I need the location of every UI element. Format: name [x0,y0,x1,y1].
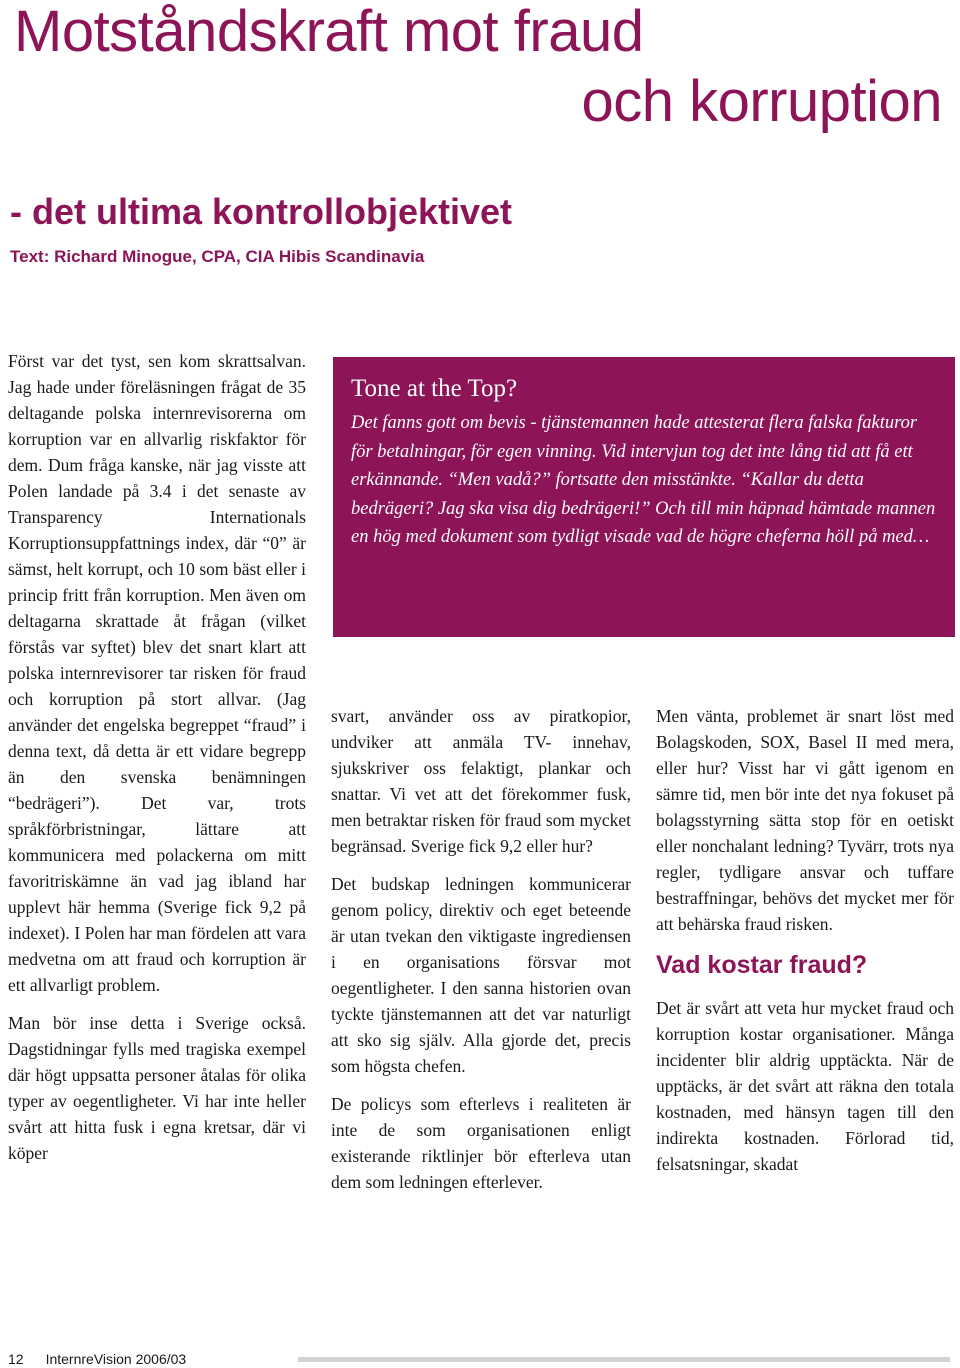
column2-paragraph-2: Det budskap ledningen kommunicerar genom policy, direktiv och eget beteende är utan tvekan den viktigaste ingrediensen i en organisations försvar mot oegentligheter. I den sanna historien ovan tyckte tjänstemannen att det var naturligt att sko sig själv. Alla gjorde det, precis som högsta chefen. [331,874,631,1076]
section-heading-vad-kostar-fraud: Vad kostar fraud? [656,951,868,979]
column2-paragraph-1: svart, använder oss av piratkopior, undviker att anmäla TV- innehav, sjukskriver oss felaktigt, plankar och snattar. Vi vet att det förekommer fusk, men betraktar risken för fraud som mycket begränsad. Sverige fick 9,2 eller hur? [331,706,631,856]
box-text: Det fanns gott om bevis - tjänstemannen hade attesterat flera falska fakturor för betalningar, för egen vinning. Vid intervjun tog det inte lång tid att få ett erkännande. “Men vadå?” fortsatte den misstänkte. “Kallar du detta bedrägeri? Jag ska visa dig bedrägeri!” Och till min häpnad hämtade mannen en hög med dokument som tydligt visade vad de högre cheferna höll på med… [351,413,936,547]
page-number: 12 [8,1351,24,1367]
text-column-1 [8,348,306,1178]
article-title-line-2: och korruption [581,69,942,134]
column1-paragraph-1: Först var det tyst, sen kom skrattsalvan. Jag hade under föreläsningen frågat de 35 deltagande polska internrevisorerna om korruption var en allvarlig riskfaktor för dem. Dum fråga kanske, när jag visste att Polen landade på 3.4 i det senaste av Transparency Internationals Korruptionsuppfattnings index, där “0” är sämst, helt korrupt, och 10 som bäst eller i princip fritt från korruption. Men även om deltagarna skrattade åt frågan (vilket förstås var syftet) blev det snart klart att polska internrevisorer tar risken för fraud och korruption på stort allvar. (Jag använder det engelska begreppet “fraud” i denna text, då detta är ett vidare begrepp än den svenska benämningen “bedrägeri”). Det var, trots språkförbristningar, lättare att kommunicera med polackerna om mitt favoritriskämne än vad jag ibland har upplevt här hemma (Sverige fick 9,2 på indexet). I Polen har man fördelen att vara medvetna om att fraud och korruption är ett allvarligt problem. [8,351,306,995]
box-heading: Tone at the Top? [351,375,518,402]
column3-paragraph-1: Men vänta, problemet är snart löst med Bolagskoden, SOX, Basel II med mera, eller hur? Visst har vi gått igenom en sämre tid, men bör inte det nya fokuset på bolagsstyrning sätta stop för en oetiskt eller nonchalant ledning? Tyvärr, trots nya regler, tydligare ansvar och tuffare bestraffningar, behövs det mycket mer för att behärska fraud risken. [656,706,954,934]
footer-rule [298,1357,950,1362]
article-byline: Text: Richard Minogue, CPA, CIA Hibis Scandinavia [10,247,425,266]
column3-paragraph-2: Det är svårt att veta hur mycket fraud och korruption kostar organisationer. Många incidenter blir aldrig upptäckta. När de upptäcks, är det svårt att räkna den totala kostnaden, med hänsyn tagen till den indirekta kostnaden. Förlorad tid, felsatsningar, skadat [656,998,954,1174]
tone-at-the-top-box [333,357,955,637]
text-column-3 [656,703,954,1189]
article-subtitle: - det ultima kontrollobjektivet [10,191,513,232]
publication-name: InternreVision 2006/03 [45,1351,187,1367]
text-column-2 [331,703,631,1207]
page-footer [8,1350,186,1368]
article-title-line-1: Motståndskraft mot fraud [14,0,644,64]
column2-paragraph-3: De policys som efterlevs i realiteten är inte de som organisationen enligt existerande riktlinjer bör efterleva utan dem som ledningen efterlever. [331,1094,631,1192]
column1-paragraph-2: Man bör inse detta i Sverige också. Dagstidningar fylls med tragiska exempel där högt uppsatta personer åtalas för olika typer av oegentligheter. Vi har inte heller svårt att hitta fusk i egna kretsar, där vi köper [8,1013,306,1163]
